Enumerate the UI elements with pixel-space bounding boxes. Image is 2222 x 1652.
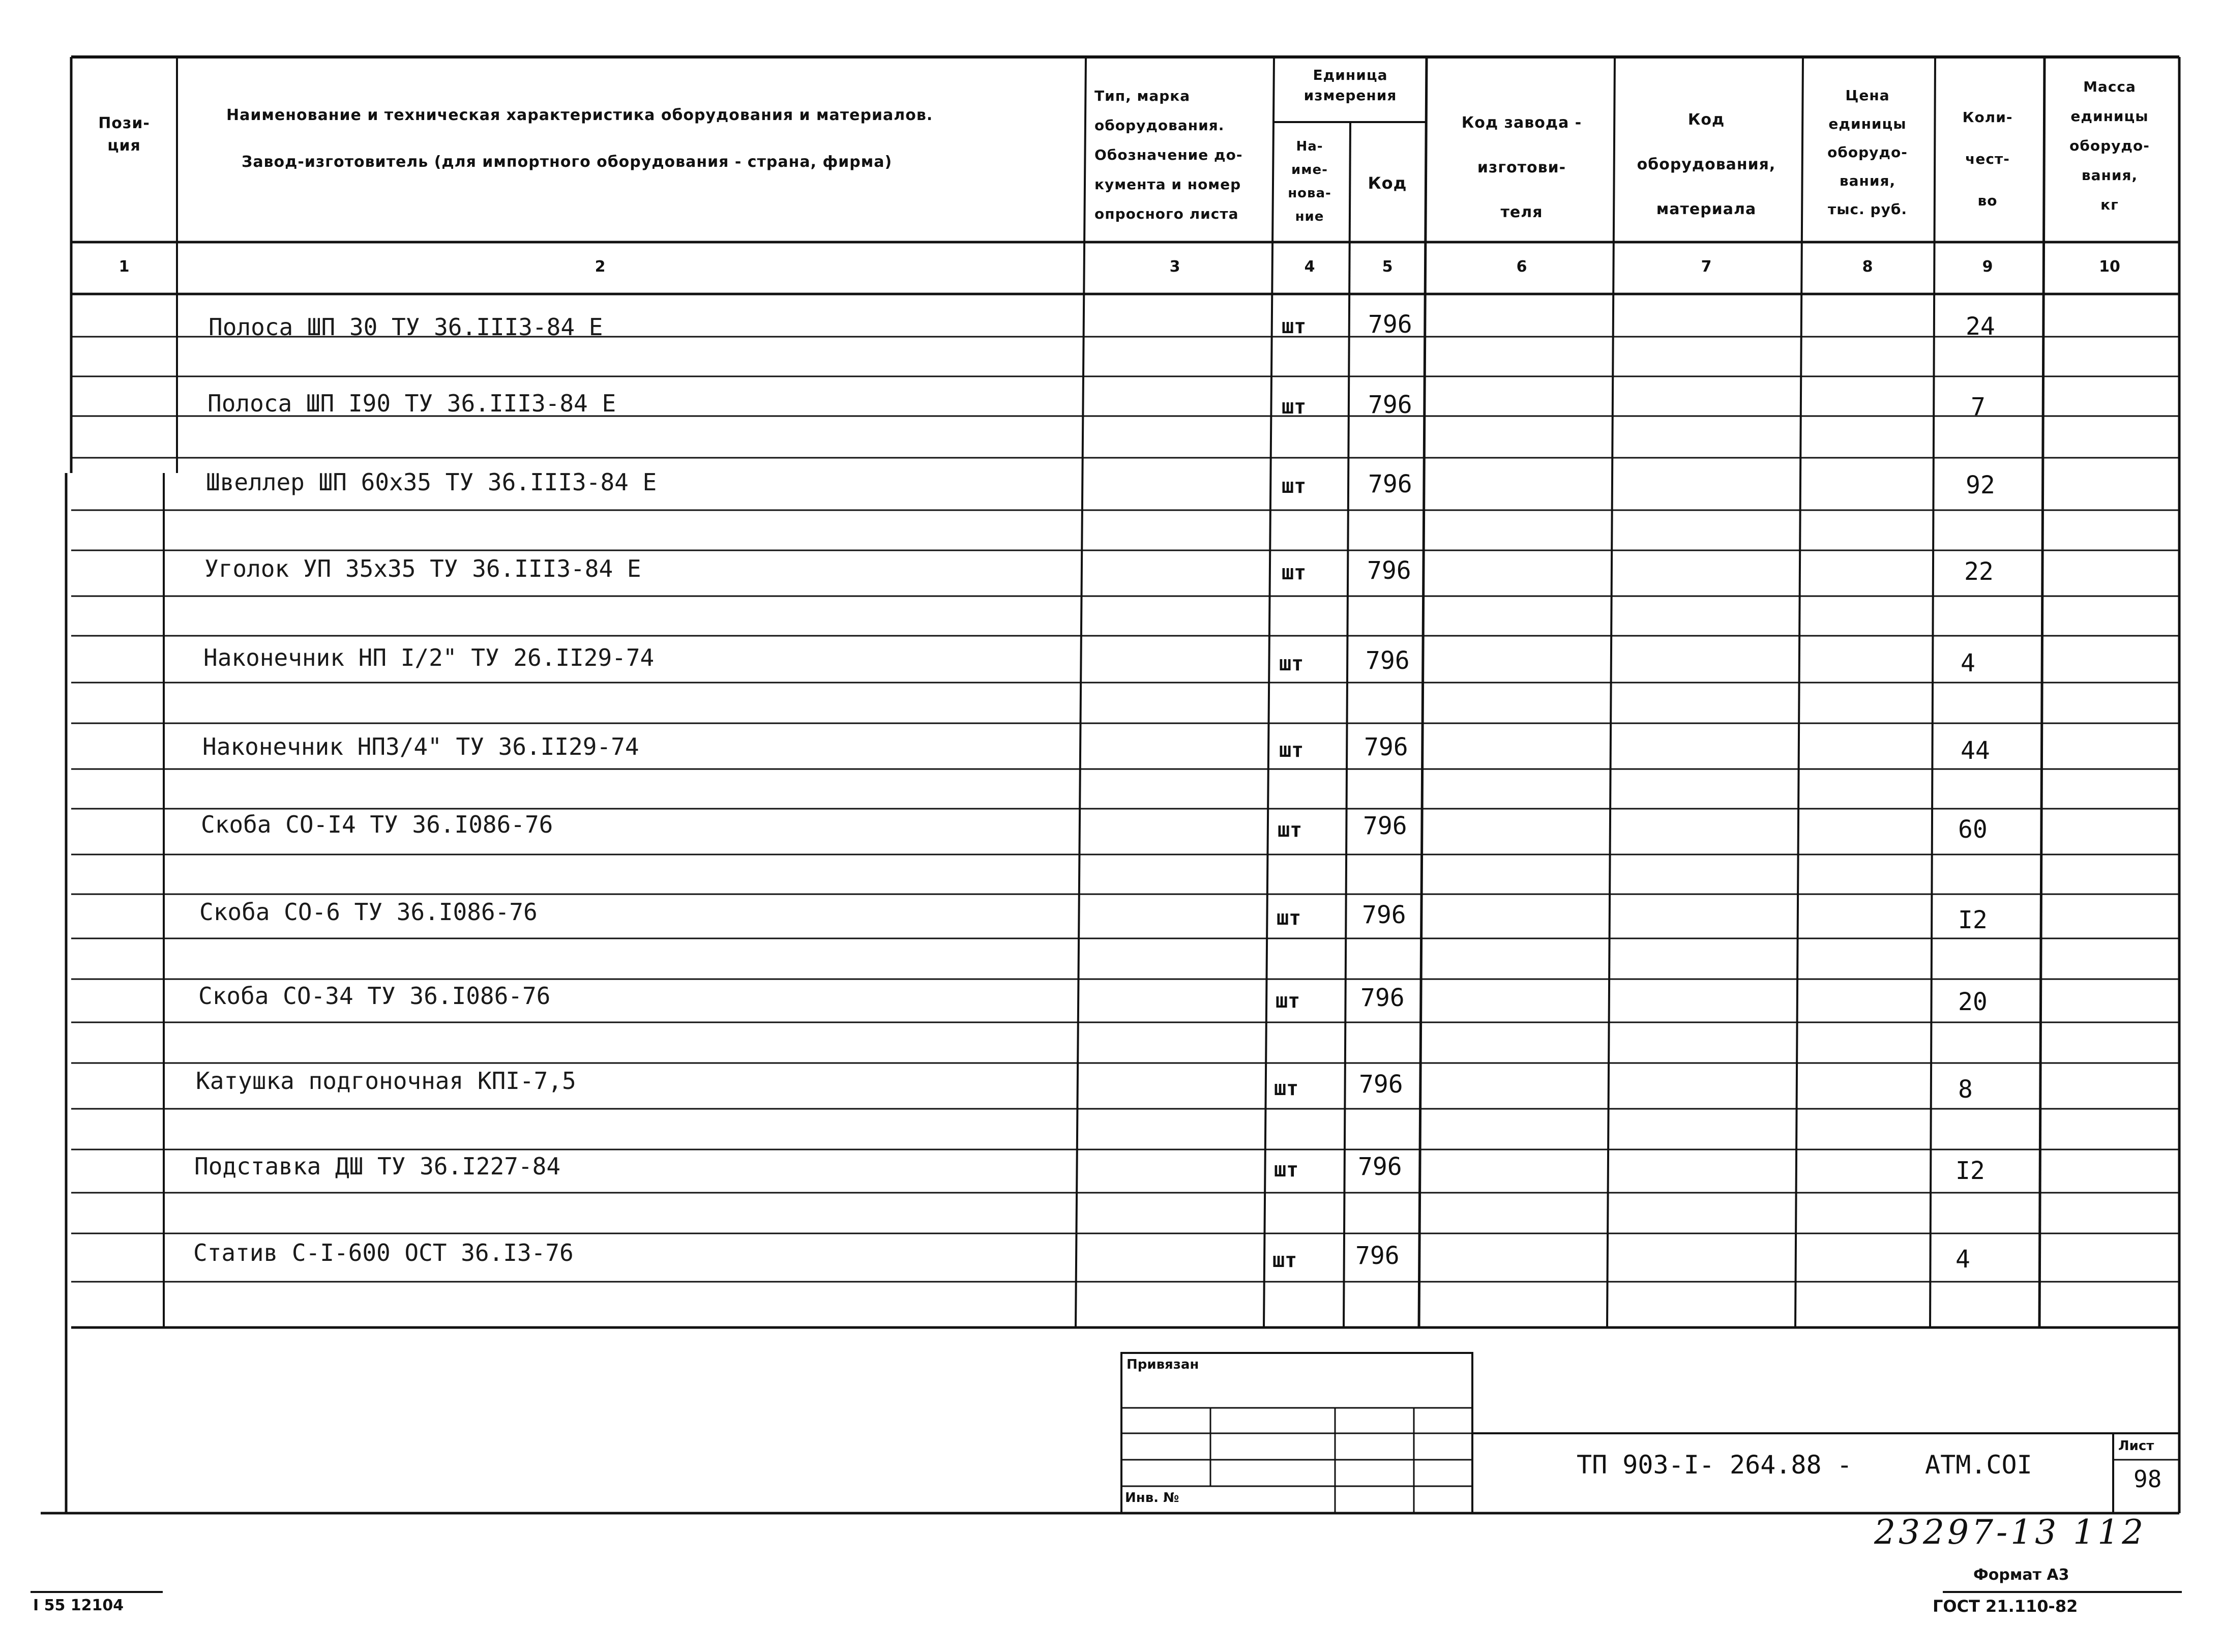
item-code: 796 <box>1368 391 1412 419</box>
item-quantity: I2 <box>1958 906 1988 934</box>
item-unit: шт <box>1276 989 1300 1013</box>
item-name: Уголок УП 35х35 ТУ 36.III3-84 Е <box>204 555 641 582</box>
item-name: Подставка ДШ ТУ 36.I227-84 <box>194 1153 561 1180</box>
header-plant-code: Код завода - изготови- теля <box>1461 114 1582 221</box>
header-quantity: Коли- чест- во <box>1962 109 2013 209</box>
item-quantity: 7 <box>1971 393 1986 421</box>
item-quantity: 20 <box>1958 988 1988 1016</box>
item-unit: шт <box>1278 818 1302 842</box>
column-number: 1 <box>118 258 130 276</box>
item-unit: шт <box>1274 1158 1299 1182</box>
bottom-left-code: I 55 12104 <box>33 1597 124 1614</box>
sheet-number: 98 <box>2134 1465 2162 1493</box>
item-code: 796 <box>1366 646 1410 675</box>
item-quantity: 60 <box>1958 815 1988 844</box>
header-unit-group: Единица измерения <box>1303 67 1397 104</box>
item-unit: шт <box>1272 1249 1297 1272</box>
item-quantity: 92 <box>1966 471 1995 499</box>
column-number: 6 <box>1516 258 1527 276</box>
item-code: 796 <box>1359 1070 1403 1099</box>
item-code: 796 <box>1368 470 1412 498</box>
item-quantity: 4 <box>1956 1245 1970 1274</box>
header-unit-code: Код <box>1368 173 1407 193</box>
header-price: Цена единицы оборудо- вания, тыс. руб. <box>1827 87 1908 218</box>
handwritten-archive-number: 23297-13 112 <box>1874 1513 2147 1552</box>
item-unit: шт <box>1282 561 1307 584</box>
item-name: Швеллер ШП 60х35 ТУ 36.III3-84 Е <box>206 468 657 496</box>
column-number: 9 <box>1982 258 1993 276</box>
item-code: 796 <box>1368 310 1412 339</box>
header-mass: Масса единицы оборудо- вания, кг <box>2069 78 2150 213</box>
stamp-privyazan-label: Привязан <box>1127 1357 1199 1372</box>
item-unit: шт <box>1282 315 1307 338</box>
item-quantity: 22 <box>1964 557 1994 586</box>
format-label: Формат А3 <box>1973 1566 2069 1584</box>
header-name-line2: Завод-изготовитель (для импортного оборудования - страна, фирма) <box>242 153 893 171</box>
doc-suffix: АТМ.СОI <box>1925 1450 2032 1480</box>
item-unit: шт <box>1279 652 1304 675</box>
item-unit: шт <box>1274 1077 1299 1100</box>
column-number: 10 <box>2099 258 2120 276</box>
column-number: 7 <box>1701 258 1712 276</box>
item-quantity: 8 <box>1958 1075 1973 1104</box>
sheet-label: Лист <box>2118 1438 2154 1454</box>
column-number: 2 <box>595 258 606 276</box>
doc-number: ТП 903-I- 264.88 - <box>1577 1450 1852 1480</box>
column-number: 5 <box>1382 258 1393 276</box>
item-quantity: I2 <box>1956 1157 1985 1185</box>
header-unit-name: На- име- нова- ние <box>1288 139 1331 224</box>
item-unit: шт <box>1279 739 1304 762</box>
item-name: Скоба СО-I4 ТУ 36.I086-76 <box>201 811 553 838</box>
item-code: 796 <box>1367 556 1411 585</box>
item-code: 796 <box>1358 1153 1402 1181</box>
gost-label: ГОСТ 21.110-82 <box>1933 1597 2078 1616</box>
item-quantity: 44 <box>1961 736 1990 765</box>
item-name: Наконечник НП I/2" ТУ 26.II29-74 <box>203 644 655 671</box>
header-equipment-code: Код оборудования, материала <box>1637 111 1776 218</box>
column-number: 3 <box>1169 258 1180 276</box>
item-name: Скоба СО-34 ТУ 36.I086-76 <box>198 982 551 1010</box>
column-number: 4 <box>1304 258 1315 276</box>
item-unit: шт <box>1282 475 1307 498</box>
item-quantity: 24 <box>1966 312 1995 341</box>
item-code: 796 <box>1360 984 1405 1012</box>
item-code: 796 <box>1355 1242 1400 1270</box>
item-code: 796 <box>1362 901 1406 929</box>
item-name: Статив С-I-600 ОСТ 36.I3-76 <box>193 1239 574 1266</box>
item-name: Наконечник НП3/4" ТУ 36.II29-74 <box>202 733 639 760</box>
item-quantity: 4 <box>1961 649 1975 677</box>
item-code: 796 <box>1363 812 1407 840</box>
header-name-line1: Наименование и техническая характеристика оборудования и материалов. <box>226 106 933 124</box>
item-unit: шт <box>1277 906 1301 930</box>
item-unit: шт <box>1282 395 1307 419</box>
item-name: Катушка подгоночная КПI-7,5 <box>196 1067 576 1095</box>
item-name: Полоса ШП I90 ТУ 36.III3-84 Е <box>208 390 616 417</box>
item-code: 796 <box>1364 733 1408 761</box>
header-type-label: Тип, марка оборудования. Обозначение до- кумента и номер опросного листа <box>1094 87 1243 222</box>
header-position-label: Пози- ция <box>98 114 150 155</box>
item-name: Скоба СО-6 ТУ 36.I086-76 <box>199 898 538 926</box>
item-name: Полоса ШП 30 ТУ 36.III3-84 Е <box>209 313 603 341</box>
stamp-inv-no-label: Инв. № <box>1125 1490 1179 1506</box>
column-number: 8 <box>1862 258 1873 276</box>
